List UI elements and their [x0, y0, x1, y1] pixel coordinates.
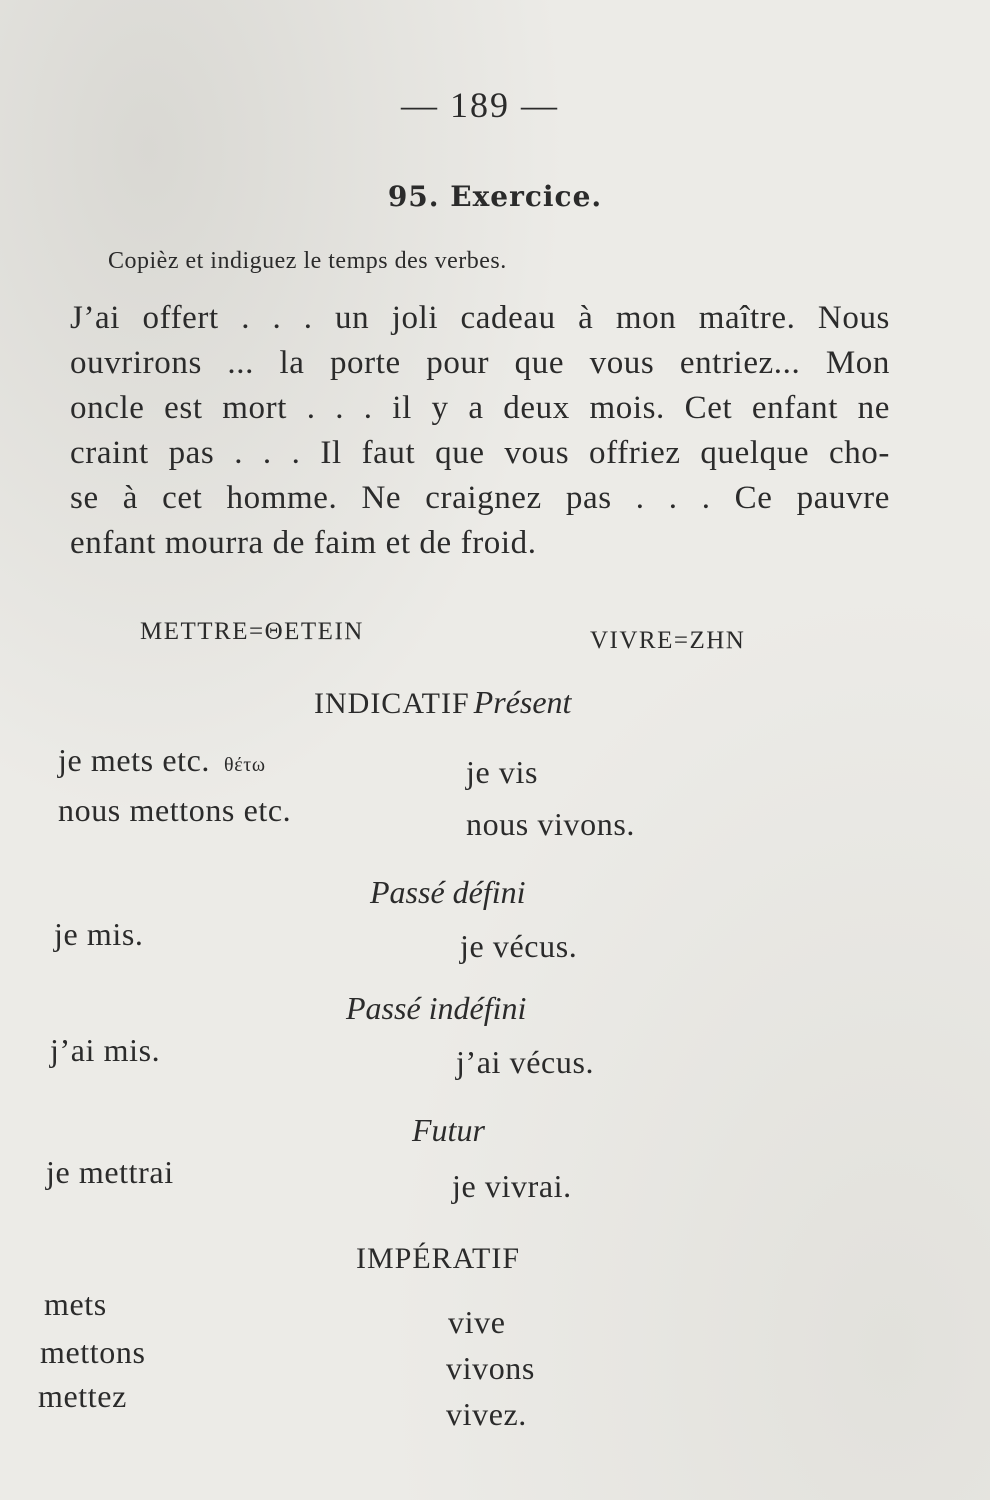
present-right-1: je vis [466, 754, 539, 790]
passe-indefini-label: Passé indéfini [346, 990, 527, 1026]
imperatif-right-2: vivons [446, 1350, 535, 1386]
present-left-2: nous mettons etc. [58, 792, 292, 828]
exercise-line: oncle est mort . . . il y a deux mois. Cet enfant ne [70, 390, 890, 426]
verb-heading-vivre: VIVRE=ΖΗΝ [590, 627, 746, 654]
imperatif-right-1: vive [448, 1304, 506, 1340]
verb-heading-mettre: METTRE=ΘΕΤΕΙΝ [140, 618, 364, 645]
present-label: Présent [473, 684, 572, 720]
imperatif-left-3: mettez [38, 1378, 127, 1414]
present-right-2: nous vivons. [466, 806, 635, 842]
exercise-line: J’ai offert . . . un joli cadeau à mon maître. Nous [70, 300, 890, 336]
passe-indefini-right: j’ai vécus. [456, 1044, 595, 1080]
indicatif-label: INDICATIF [314, 687, 470, 720]
futur-left: je mettrai [46, 1154, 174, 1190]
page-number: — 189 — [401, 85, 559, 125]
exercise-line: enfant mourra de faim et de froid. [70, 525, 537, 561]
passe-defini-right: je vécus. [460, 928, 578, 964]
passe-defini-label: Passé défini [370, 874, 526, 910]
exercise-line: se à cet homme. Ne craignez pas . . . Ce pauvre [70, 480, 890, 516]
imperatif-right-3: vivez. [446, 1396, 527, 1432]
imperatif-left-2: mettons [40, 1334, 146, 1370]
indicatif-present-heading [314, 684, 571, 721]
present-left-1: je mets etc. θέτω [58, 742, 266, 778]
exercise-instruction: Copièz et indiguez le temps des verbes. [108, 248, 507, 274]
exercise-line: craint pas . . . Il faut que vous offriez quelque cho- [70, 435, 890, 471]
imperatif-label: IMPÉRATIF [356, 1242, 521, 1275]
futur-label: Futur [412, 1112, 485, 1148]
passe-defini-left: je mis. [54, 916, 144, 952]
passe-indefini-left: j’ai mis. [50, 1032, 161, 1068]
greek-theto: θέτω [224, 754, 266, 776]
imperatif-left-1: mets [44, 1286, 107, 1322]
exercise-text [70, 296, 890, 566]
exercise-line: ouvrirons ... la porte pour que vous entriez... Mon [70, 345, 890, 381]
exercise-title: 95. Exercice. [387, 180, 603, 213]
futur-right: je vivrai. [452, 1168, 572, 1204]
